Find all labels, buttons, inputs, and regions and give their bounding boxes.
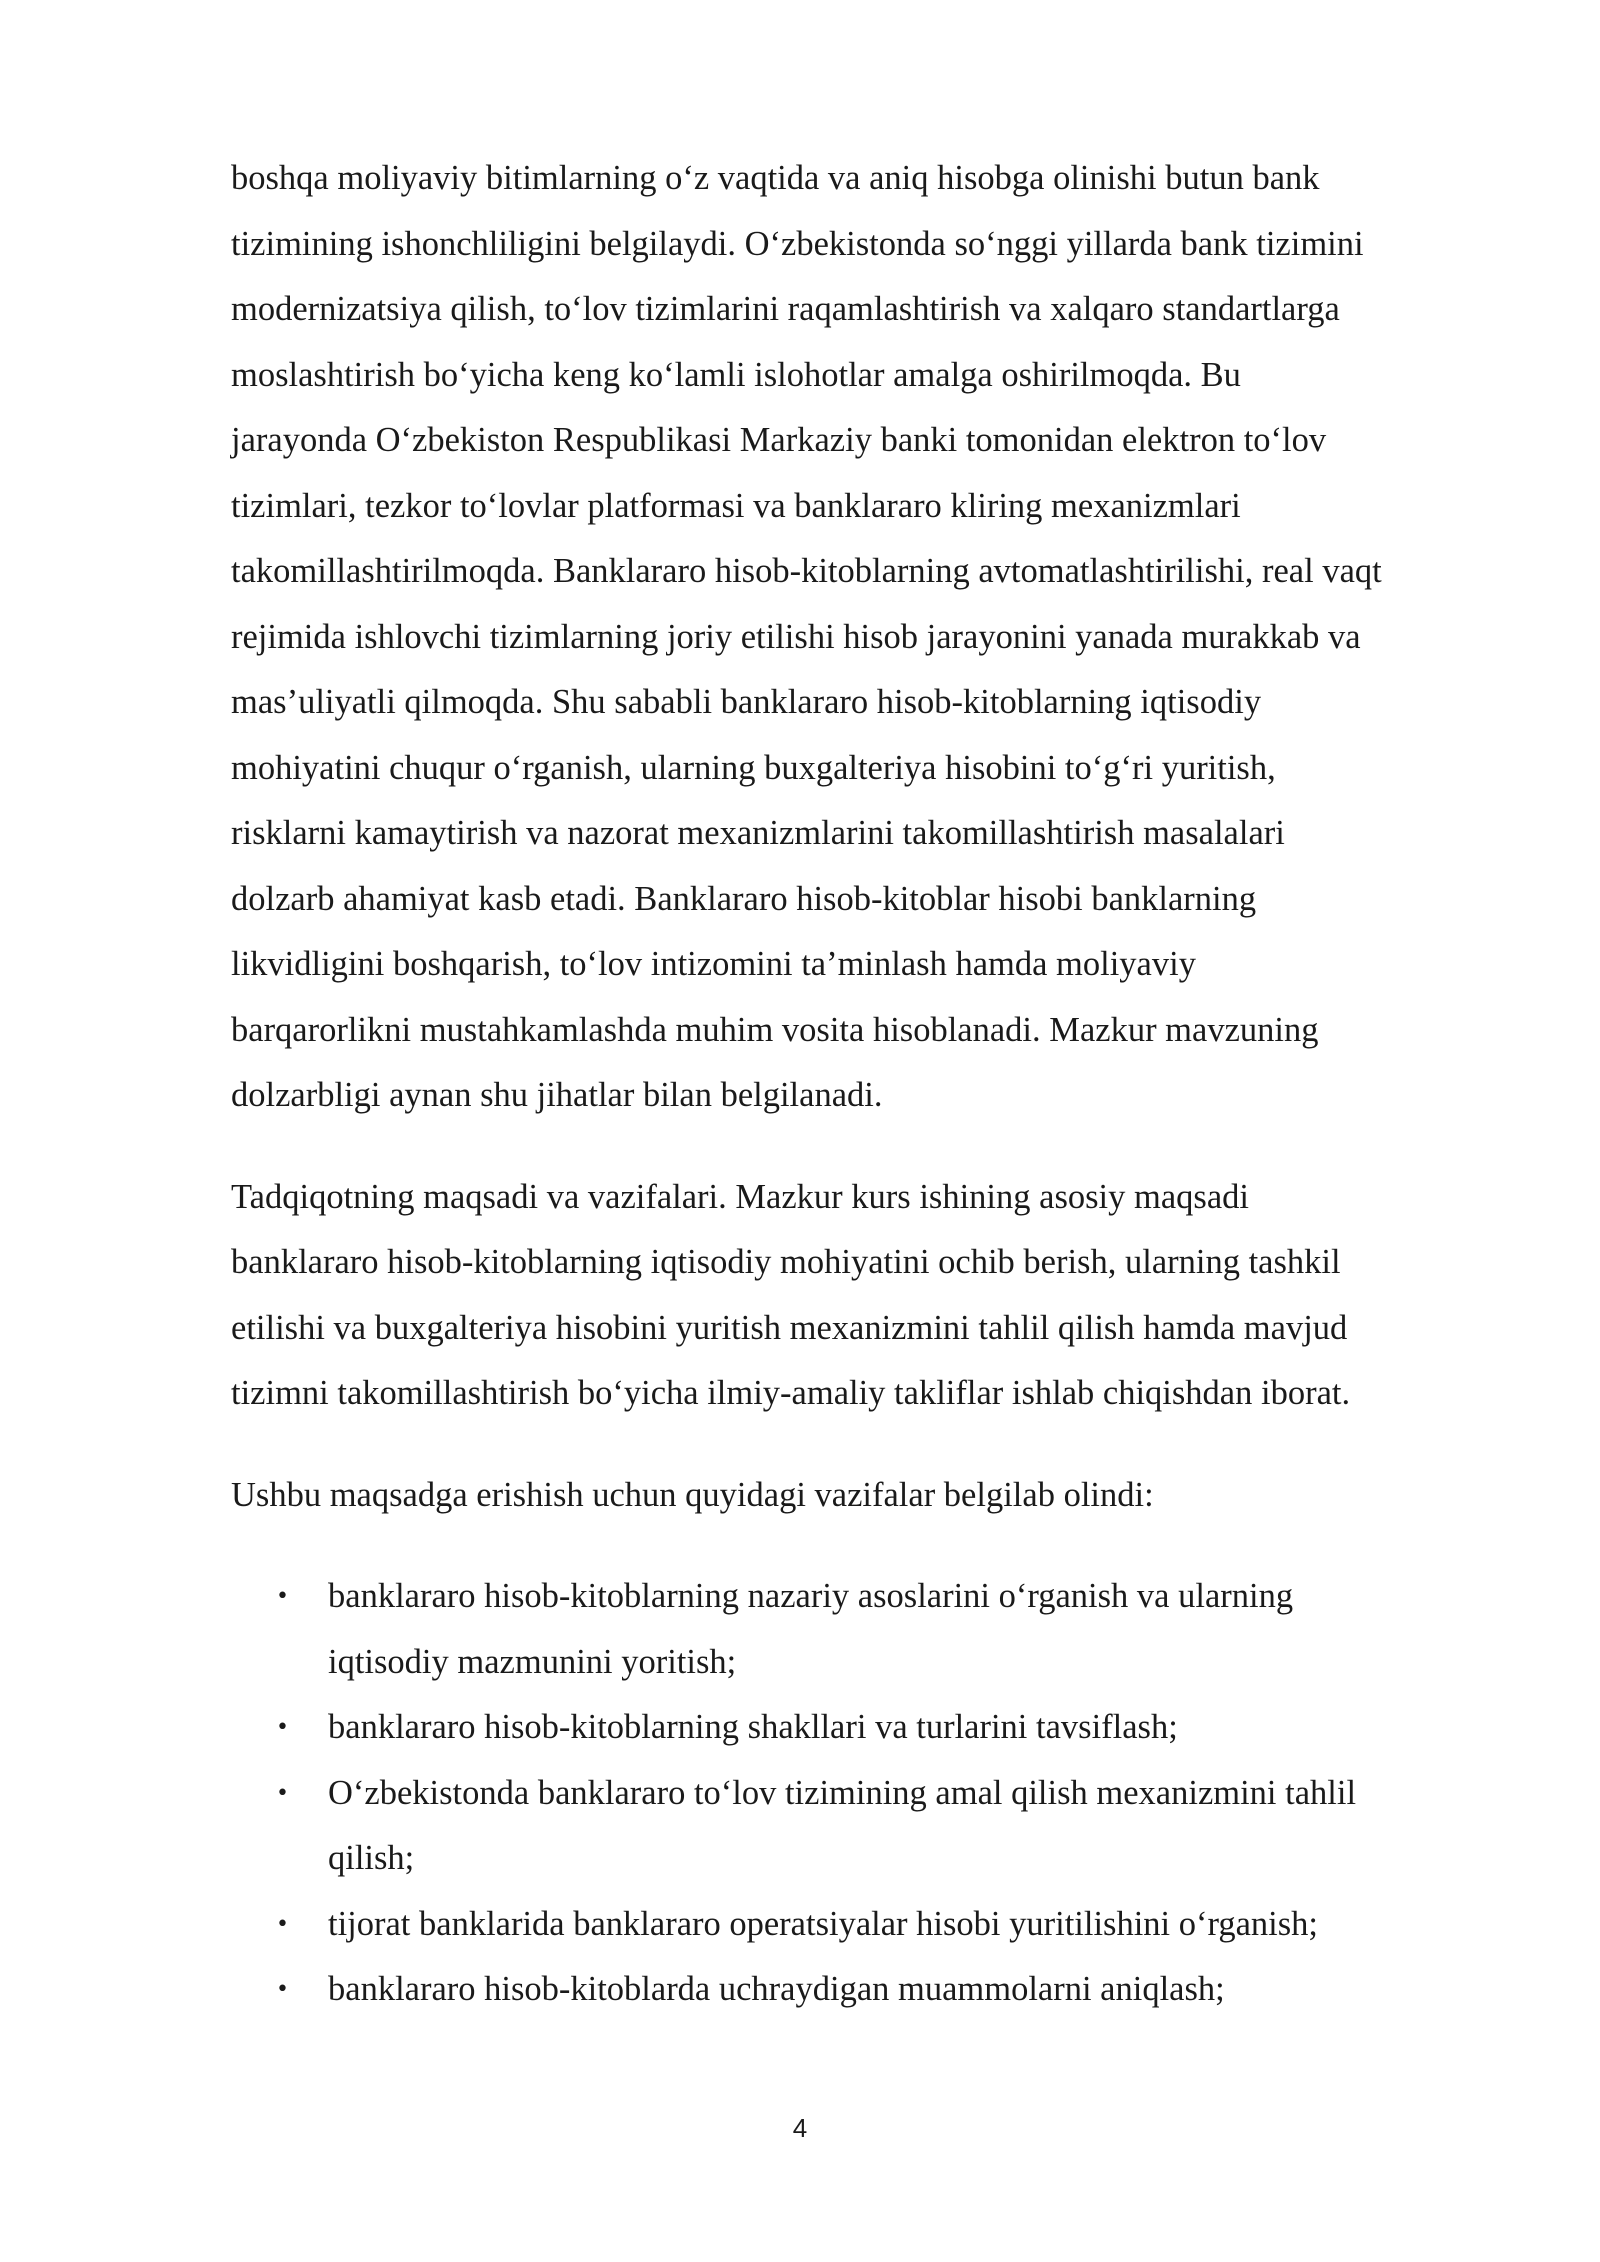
text-line: barqarorlikni mustahkamlashda muhim vosita hisoblanadi. Mazkur mavzuning (231, 1010, 1319, 1049)
text-line: banklararo hisob-kitoblarning iqtisodiy mohiyatini ochib berish, ularning tashkil (231, 1243, 1341, 1281)
list-item (231, 1564, 1511, 1695)
text-line: banklararo hisob-kitoblarning shakllari va turlarini tavsiflash; (328, 1708, 1178, 1746)
task-list (231, 1564, 1511, 2023)
text-line: banklararo hisob-kitoblarda uchraydigan muammolarni aniqlash; (328, 1970, 1225, 2008)
text-line: tizimining ishonchliligini belgilaydi. O‘zbekistonda so‘nggi yillarda bank tizimini (231, 224, 1364, 263)
text-line: O‘zbekistonda banklararo to‘lov tizimining amal qilish mexanizmini tahlil (328, 1773, 1357, 1812)
text-line: tizimlari, tezkor to‘lovlar platformasi va banklararo kliring mexanizmlari (231, 486, 1241, 525)
text-line: iqtisodiy mazmunini yoritish; (328, 1642, 737, 1681)
text-line: modernizatsiya qilish, to‘lov tizimlarini raqamlashtirish va xalqaro standartlarga (231, 290, 1340, 328)
paragraph-spacing (231, 1528, 1511, 1564)
paragraph-relevance (231, 146, 1511, 1129)
text-line: rejimida ishlovchi tizimlarning joriy etilishi hisob jarayonini yanada murakkab va (231, 617, 1361, 656)
list-item (231, 1892, 1511, 1958)
text-line: mas’uliyatli qilmoqda. Shu sababli banklararo hisob-kitoblarning iqtisodiy (231, 683, 1262, 721)
page-number: 4 (792, 2113, 808, 2143)
paragraph-spacing (231, 1129, 1511, 1165)
text-line: mohiyatini chuqur o‘rganish, ularning buxgalteriya hisobini to‘g‘ri yuritish, (231, 748, 1276, 787)
text-line: risklarni kamaytirish va nazorat mexanizmlarini takomillashtirish masalalari (231, 814, 1285, 852)
bullet-icon: • (276, 1977, 289, 2002)
paragraph-tasks-intro (231, 1463, 1511, 1529)
list-item (231, 1695, 1511, 1761)
text-line: moslashtirish bo‘yicha keng ko‘lamli islohotlar amalga oshirilmoqda. Bu (231, 355, 1241, 394)
bullet-icon: • (276, 1715, 289, 1740)
paragraph-aim (231, 1165, 1511, 1427)
text-line: dolzarb ahamiyat kasb etadi. Banklararo hisob-kitoblar hisobi banklarning (231, 879, 1257, 918)
bullet-icon: • (276, 1584, 289, 1609)
page-body (231, 146, 1511, 2023)
text-line: boshqa moliyaviy bitimlarning o‘z vaqtida va aniq hisobga olinishi butun bank (231, 159, 1320, 197)
bullet-icon: • (276, 1780, 289, 1806)
text-line: tizimni takomillashtirish bo‘yicha ilmiy-amaliy takliflar ishlab chiqishdan iborat. (231, 1374, 1351, 1412)
text-line: etilishi va buxgalteriya hisobini yuritish mexanizmini tahlil qilish hamda mavjud (231, 1308, 1348, 1347)
text-line: Tadqiqotning maqsadi va vazifalari. Mazkur kurs ishining asosiy maqsadi (231, 1177, 1249, 1216)
text-line: takomillashtirilmoqda. Banklararo hisob-kitoblarning avtomatlashtirilishi, real vaqt (231, 552, 1382, 590)
text-line: jarayonda O‘zbekiston Respublikasi Markaziy banki tomonidan elektron to‘lov (231, 421, 1327, 459)
text-line: banklararo hisob-kitoblarning nazariy asoslarini o‘rganish va ularning (328, 1577, 1294, 1615)
text-line: qilish; (328, 1839, 415, 1877)
bullet-icon: • (276, 1911, 289, 1937)
list-item (231, 1761, 1511, 1892)
list-item (231, 1957, 1511, 2023)
text-line: tijorat banklarida banklararo operatsiyalar hisobi yuritilishini o‘rganish; (328, 1904, 1319, 1943)
paragraph-spacing (231, 1427, 1511, 1463)
text-line: dolzarbligi aynan shu jihatlar bilan belgilanadi. (231, 1076, 883, 1114)
text-line: likvidligini boshqarish, to‘lov intizomini ta’minlash hamda moliyaviy (231, 945, 1196, 983)
text-line: Ushbu maqsadga erishish uchun quyidagi vazifalar belgilab olindi: (231, 1475, 1154, 1514)
